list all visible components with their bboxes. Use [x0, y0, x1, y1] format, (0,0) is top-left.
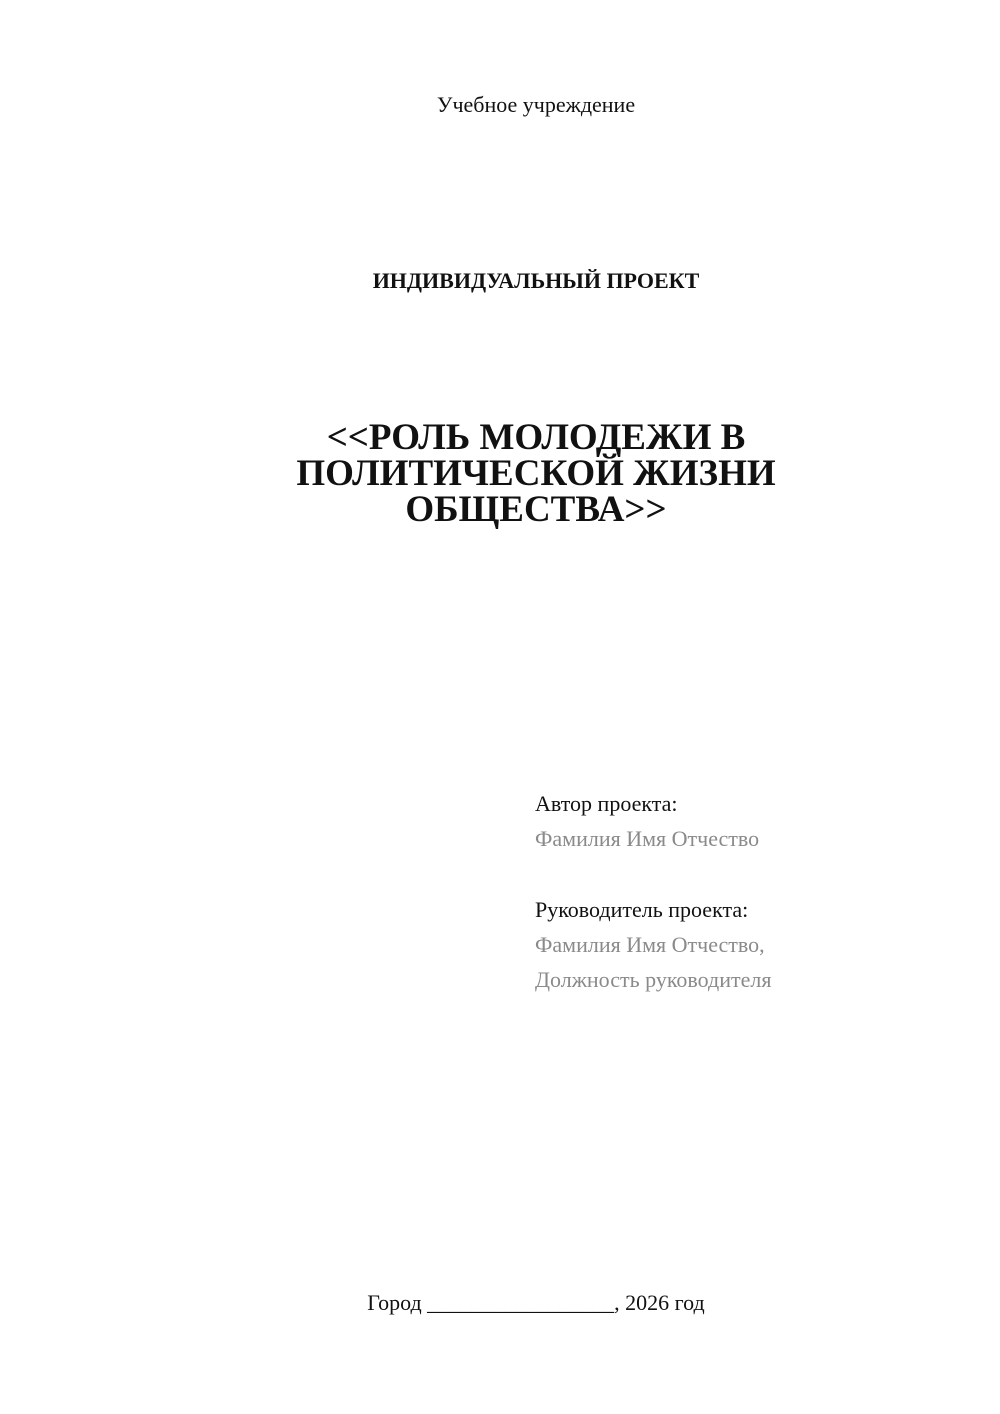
author-name: Фамилия Имя Отчество: [535, 826, 760, 851]
city-label: Город: [367, 1290, 422, 1315]
supervisor-position: Должность руководителя: [535, 967, 772, 992]
institution-name: Учебное учреждение: [436, 92, 636, 117]
project-title: [0, 417, 1000, 530]
author-block: [535, 786, 975, 856]
city-year-line: [0, 1288, 1000, 1318]
supervisor-label: Руководитель проекта:: [535, 897, 749, 922]
supervisor-name: Фамилия Имя Отчество,: [535, 932, 765, 957]
project-title-line: <<РОЛЬ МОЛОДЕЖИ В: [326, 417, 746, 458]
project-title-line: ПОЛИТИЧЕСКОЙ ЖИЗНИ: [296, 453, 776, 494]
author-label: Автор проекта:: [535, 791, 678, 816]
supervisor-block: [535, 892, 975, 997]
project-type-heading: ИНДИВИДУАЛЬНЫЙ ПРОЕКТ: [372, 268, 700, 293]
project-title-line: ОБЩЕСТВА>>: [405, 489, 667, 530]
city-blank: _________________: [427, 1290, 615, 1315]
year-text: , 2026 год: [614, 1290, 705, 1315]
